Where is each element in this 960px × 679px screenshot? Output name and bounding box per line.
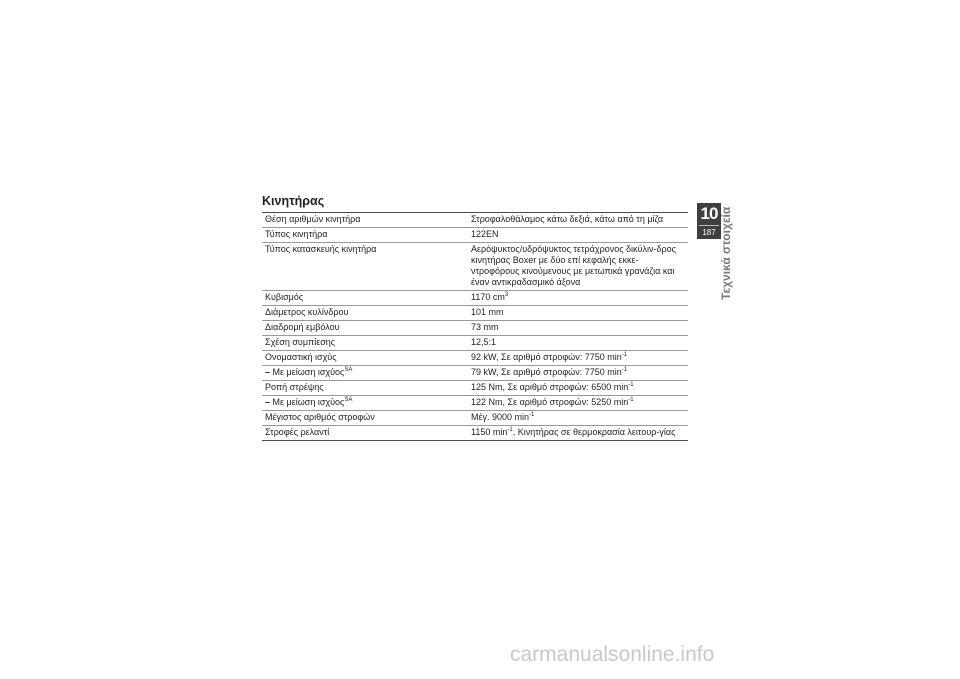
spec-label-cell: [262, 366, 469, 381]
special-accessory-mark: SA: [344, 397, 353, 403]
spec-value: Μέγ. 9000 min: [471, 412, 530, 422]
table-row: [262, 411, 688, 426]
table-row: [262, 306, 688, 321]
spec-label-cell: [262, 213, 469, 228]
unit-exponent: -1: [628, 382, 634, 388]
unit-exponent: -1: [628, 397, 634, 403]
unit-exponent: -1: [621, 367, 628, 373]
spec-value-cell: [469, 228, 688, 243]
sub-item-dash: –: [265, 397, 271, 407]
spec-value: 79 kW, Σε αριθμό στροφών: 7750 min: [471, 367, 622, 377]
spec-label: Ροπή στρέψης: [265, 382, 324, 392]
spec-label-cell: [262, 243, 469, 291]
spec-label-cell: [262, 351, 469, 366]
spec-label-cell: [262, 321, 469, 336]
spec-label: Διάμετρος κυλίνδρου: [265, 307, 349, 317]
spec-value-cell: [469, 321, 688, 336]
table-row: [262, 366, 688, 381]
table-row: [262, 396, 688, 411]
spec-label: Κυβισμός: [265, 292, 304, 302]
spec-value: 101 mm: [471, 307, 504, 317]
spec-value-cell: [469, 426, 688, 441]
spec-value: 12,5:1: [471, 337, 497, 347]
unit-exponent: -1: [529, 412, 535, 418]
spec-label-cell: [262, 228, 469, 243]
engine-spec-table: [262, 212, 688, 441]
spec-value: 1150 min: [471, 427, 508, 437]
spec-table-body: [262, 213, 688, 441]
chapter-side-label: Τεχνικά στοιχεία: [719, 206, 733, 300]
table-row: [262, 426, 688, 441]
spec-value-cell: [469, 291, 688, 306]
chapter-tab: [697, 203, 721, 239]
table-row: [262, 213, 688, 228]
table-row: [262, 381, 688, 396]
special-accessory-mark: SA: [344, 367, 353, 373]
spec-value: 1170 cm: [471, 292, 505, 302]
spec-value: 92 kW, Σε αριθμό στροφών: 7750 min: [471, 352, 622, 362]
spec-label-cell: [262, 396, 469, 411]
spec-value: Αερόψυκτος/υδρόψυκτος τετράχρονος δικύλιν-δρος κινητήρας Boxer με δύο επί κεφαλής εκκε-ντροφόρους κινούμενους με μετωπικά γρανάζια και έναν αντικραδασμικό άξονα: [471, 244, 676, 287]
spec-value-cell: [469, 213, 688, 228]
spec-value: 125 Nm, Σε αριθμό στροφών: 6500 min: [471, 382, 629, 392]
spec-label: Διαδρομή εμβόλου: [265, 322, 340, 332]
spec-label-cell: [262, 411, 469, 426]
table-row: [262, 291, 688, 306]
spec-label: Με μείωση ισχύος: [272, 397, 345, 407]
watermark: carmanualsonline.info: [510, 643, 715, 666]
section-title: Κινητήρας: [262, 194, 325, 208]
spec-label: Στροφές ρελαντί: [265, 427, 330, 437]
spec-label-cell: [262, 381, 469, 396]
spec-value-cell: [469, 366, 688, 381]
spec-value: 122EN: [471, 229, 499, 239]
table-row: [262, 228, 688, 243]
spec-label: Ονομαστική ισχύς: [265, 352, 337, 362]
spec-label-cell: [262, 336, 469, 351]
spec-label: Σχέση συμπίεσης: [265, 337, 336, 347]
page-number: 187: [702, 228, 716, 237]
unit-exponent: 3: [504, 292, 509, 298]
spec-value-cell: [469, 411, 688, 426]
spec-label: Θέση αριθμών κινητήρα: [265, 214, 361, 224]
spec-label: Τύπος κινητήρα: [265, 229, 328, 239]
table-row: [262, 321, 688, 336]
unit-exponent: -1: [621, 352, 628, 358]
chapter-number: 10: [700, 204, 718, 223]
spec-label: Τύπος κατασκευής κινητήρα: [265, 244, 377, 254]
spec-label-cell: [262, 291, 469, 306]
spec-value: 122 Nm, Σε αριθμό στροφών: 5250 min: [471, 397, 629, 407]
unit-exponent: -1: [507, 427, 513, 433]
spec-label-cell: [262, 306, 469, 321]
spec-label-cell: [262, 426, 469, 441]
spec-value: 73 mm: [471, 322, 499, 332]
spec-value-cell: [469, 243, 688, 291]
table-row: [262, 243, 688, 291]
spec-label: Μέγιστος αριθμός στροφών: [265, 412, 375, 422]
spec-value: Στροφαλοθάλαμος κάτω δεξιά, κάτω από τη μίζα: [471, 214, 664, 224]
spec-value-cell: [469, 351, 688, 366]
spec-value-cell: [469, 396, 688, 411]
spec-value-cell: [469, 306, 688, 321]
table-row: [262, 336, 688, 351]
spec-value-cell: [469, 381, 688, 396]
spec-label: Με μείωση ισχύος: [272, 367, 345, 377]
sub-item-dash: –: [265, 367, 271, 377]
spec-value-continued: , Κινητήρας σε θερμοκρασία λειτουρ-γίας: [512, 427, 676, 437]
table-row: [262, 351, 688, 366]
spec-value-cell: [469, 336, 688, 351]
